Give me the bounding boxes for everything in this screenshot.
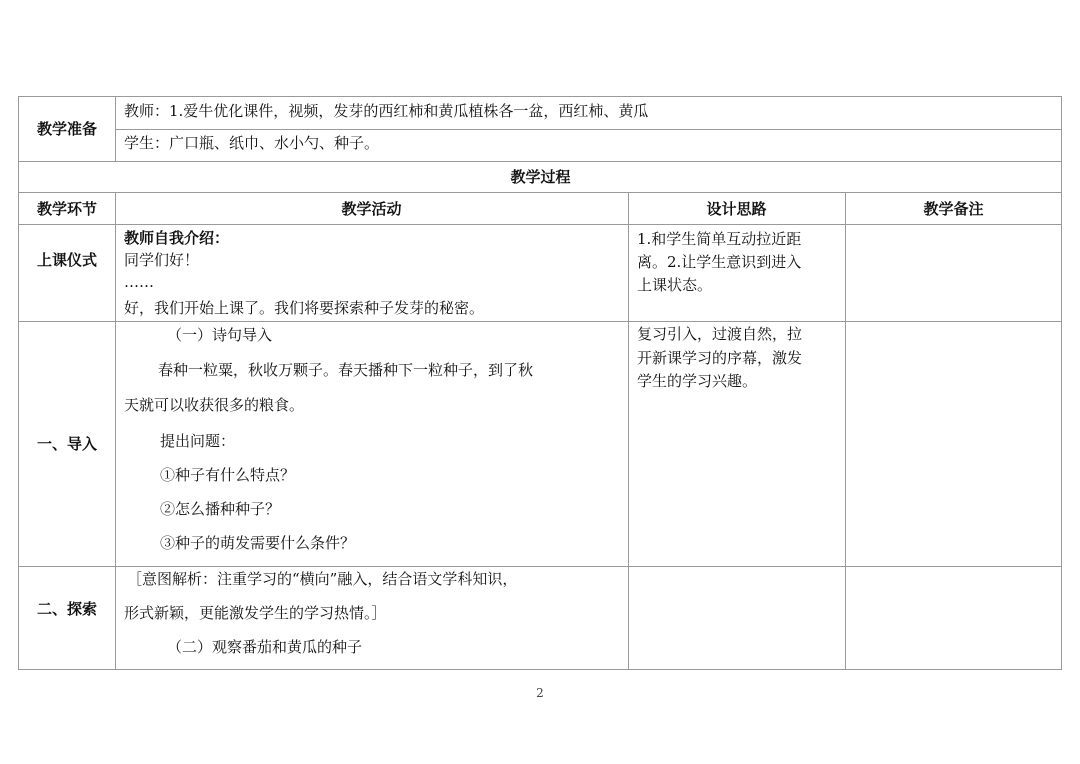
- header-activity: 教学活动: [341, 200, 402, 218]
- stage-ceremony: 上课仪式: [36, 251, 97, 269]
- intro-activity-line: （一）诗句导入: [167, 326, 273, 344]
- prep-label: 教学准备: [36, 120, 97, 138]
- row-divider: [19, 224, 1062, 225]
- ceremony-design-line: 离。2.让学生意识到进入: [637, 253, 802, 271]
- stage-intro: 一、导入: [36, 435, 97, 453]
- col-divider: [845, 192, 846, 670]
- intro-design-line: 学生的学习兴趣。: [637, 372, 758, 390]
- explore-activity-line: ［意图解析：注重学习的“横向”融入，结合语文学科知识，: [127, 570, 518, 588]
- ceremony-design-line: 上课状态。: [637, 276, 713, 294]
- ceremony-activity-line: 同学们好！: [124, 251, 200, 269]
- col-divider: [115, 97, 116, 161]
- intro-activity-line: ③种子的萌发需要什么条件？: [160, 534, 356, 552]
- stage-explore: 二、探索: [36, 600, 97, 618]
- row-divider: [19, 566, 1062, 567]
- intro-activity-line: 春种一粒粟，秋收万颗子。春天播种下一粒种子，到了秋: [158, 361, 534, 379]
- process-title: 教学过程: [510, 168, 571, 186]
- intro-design-line: 开新课学习的序幕，激发: [637, 349, 803, 367]
- ceremony-activity-line: ……: [124, 273, 154, 291]
- intro-activity-line: 提出问题：: [160, 432, 236, 450]
- ceremony-design-line: 1.和学生简单互动拉近距: [637, 230, 802, 248]
- row-divider: [19, 192, 1062, 193]
- intro-activity-line: ②怎么播种种子？: [160, 500, 281, 518]
- explore-activity-line: 形式新颖，更能激发学生的学习热情。］: [124, 604, 387, 622]
- col-divider: [628, 192, 629, 670]
- prep-teacher-line: 教师：1.爱牛优化课件，视频，发芽的西红柿和黄瓜植株各一盆，西红柿、黄瓜: [124, 102, 649, 120]
- intro-activity-line: ①种子有什么特点？: [160, 466, 296, 484]
- col-divider: [115, 192, 116, 670]
- ceremony-activity-line: 教师自我介绍：: [124, 229, 230, 247]
- intro-activity-line: 天就可以收获很多的粮食。: [124, 396, 305, 414]
- lesson-plan-table: [18, 96, 1062, 670]
- header-notes: 教学备注: [923, 200, 984, 218]
- row-divider: [19, 321, 1062, 322]
- header-stage: 教学环节: [36, 200, 97, 218]
- ceremony-activity-line: 好，我们开始上课了。我们将要探索种子发芽的秘密。: [124, 299, 485, 317]
- intro-design-line: 复习引入，过渡自然，拉: [637, 325, 803, 343]
- page-number: 2: [536, 686, 544, 700]
- row-divider: [19, 161, 1062, 162]
- header-design: 设计思路: [706, 200, 767, 218]
- explore-activity-line: （二）观察番茄和黄瓜的种子: [167, 638, 363, 656]
- row-divider: [115, 129, 1062, 130]
- prep-student-line: 学生：广口瓶、纸巾、水小勺、种子。: [124, 134, 380, 152]
